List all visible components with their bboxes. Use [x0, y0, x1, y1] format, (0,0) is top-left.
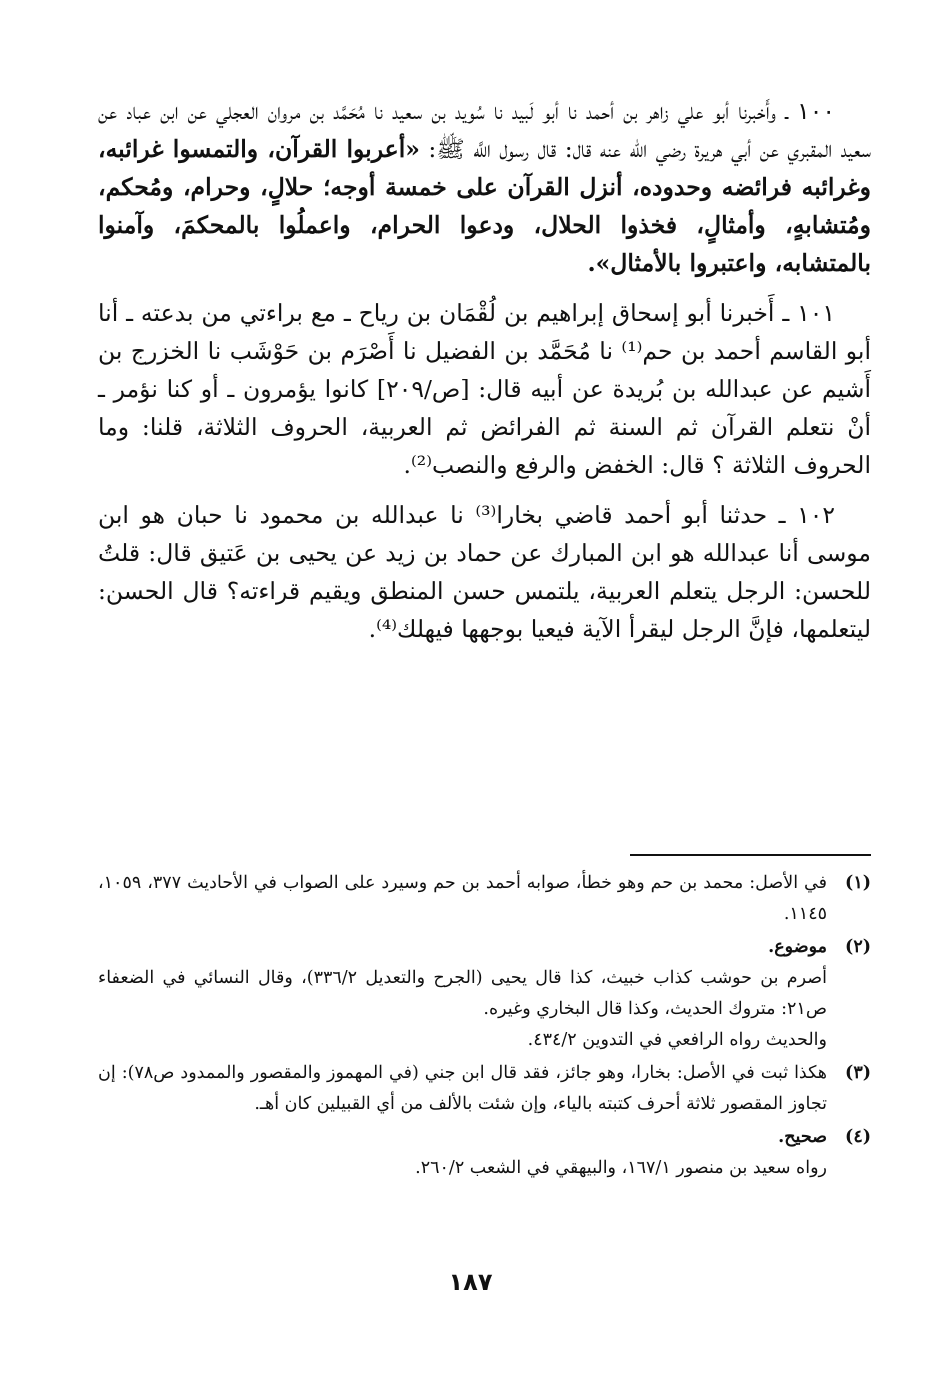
footnote-3: [98, 1058, 871, 1120]
footnote-1: [98, 868, 871, 930]
footnote-line: أصرم بن حوشب كذاب خبيث، كذا قال يحيى (الجرح والتعديل ٣٣٦/٢)، وقال النسائي في الضعفاء ص٢١: متروك الحديث، وكذا قال البخاري وغيره.: [98, 968, 827, 1019]
footnote-verdict: صحيح.: [778, 1127, 827, 1147]
footnote-number: (٣): [845, 1063, 871, 1083]
hadith-paragraph-100: [98, 92, 871, 282]
footnote-body: [98, 1058, 827, 1120]
main-text: [98, 92, 871, 660]
footnotes: [98, 868, 871, 1186]
footnote-number: (٢): [845, 937, 871, 957]
paragraph-text: ١٠٢ ـ حدثنا أبو أحمد قاضي بخارا⁽³⁾ نا عبدالله بن محمود نا حبان هو ابن موسى أنا عبدالله هو ابن المبارك عن حماد بن زيد عن يحيى بن عَتيق قال: قلتُ للحسن: الرجل يتعلم العربية، يلتمس حسن المنطق ويقيم قراءته؟ قال الحسن: ليتعلمها، فإنَّ الرجل ليقرأ الآية فيعيا بوجهها فيهلك⁽⁴⁾.: [98, 501, 871, 643]
footnote-divider: [630, 854, 871, 856]
footnote-line: والحديث رواه الرافعي في التدوين ٤٣٤/٢.: [527, 1030, 827, 1050]
footnote-line: في الأصل: محمد بن حم وهو خطأ، صوابه أحمد بن حم وسيرد على الصواب في الأحاديث ٣٧٧، ١٠٥٩، ١١٤٥.: [98, 873, 827, 924]
footnote-line: رواه سعيد بن منصور ١٦٧/١، والبيهقي في الشعب ٢٦٠/٢.: [415, 1158, 827, 1178]
paragraph-text: ١٠٠ ـ وأَخبرنا أبو علي زاهر بن أحمد نا أبو لَبيد نا سُويد بن سعيد نا مُحَمَّد بن مروان العجلي عن ابن عباد عن سعيد المقبري عن أبي هريرة رضي الله عنه قال: قال رسول اللَّه ﷺ:: [98, 97, 871, 163]
footnote-number: (١): [845, 873, 871, 893]
hadith-paragraph-101: [98, 294, 871, 484]
footnote-body: [98, 1122, 827, 1184]
paragraph-text: ١٠١ ـ أَخبرنا أبو إسحاق إبراهيم بن لُقْمَان بن رياح ـ مع براءتي من بدعته ـ أنا أبو القاسم أحمد بن حم⁽¹⁾ نا مُحَمَّد بن الفضيل نا أَصْرَم بن حَوْشَب نا الخزرج بن أَشيم عن عبدالله بن بُريدة عن أبيه قال: [ص/٢٠٩] كانوا يؤمرون ـ أو كنا نؤمر ـ أنْ نتعلم القرآن ثم السنة ثم الفرائض ثم العربية، الحروف الثلاثة، قلنا: وما الحروف الثلاثة ؟ قال: الخفض والرفع والنصب⁽²⁾.: [98, 299, 871, 479]
hadith-quote-bold: «أعربوا القرآن، والتمسوا غرائبه، وغرائبه فرائضه وحدوده، أنزل القرآن على خمسة أوجه؛ حلالٍ، وحرام، ومُحكم، ومُتشابهٍ، وأمثالٍ، فخذوا الحلال، ودعوا الحرام، واعملُوا بالمحكمَ، وآمنوا بالمتشابه، واعتبروا بالأمثال».: [98, 135, 871, 277]
footnote-body: [98, 932, 827, 1056]
footnote-4: [98, 1122, 871, 1184]
footnote-verdict: موضوع.: [768, 937, 827, 957]
page-number: ١٨٧: [448, 1268, 493, 1296]
footnote-body: [98, 868, 827, 930]
footnote-line: هكذا ثبت في الأصل: بخارا، وهو جائز، فقد قال ابن جني (في المهموز والمقصور والممدود ص٧٨): إن تجاوز المقصور ثلاثة أحرف كتبته بالياء، وإن شئت بالألف من أي القبيلين كان أهـ.: [98, 1063, 828, 1114]
hadith-paragraph-102: [98, 496, 871, 648]
footnote-number: (٤): [845, 1127, 871, 1147]
footnote-2: [98, 932, 871, 1056]
